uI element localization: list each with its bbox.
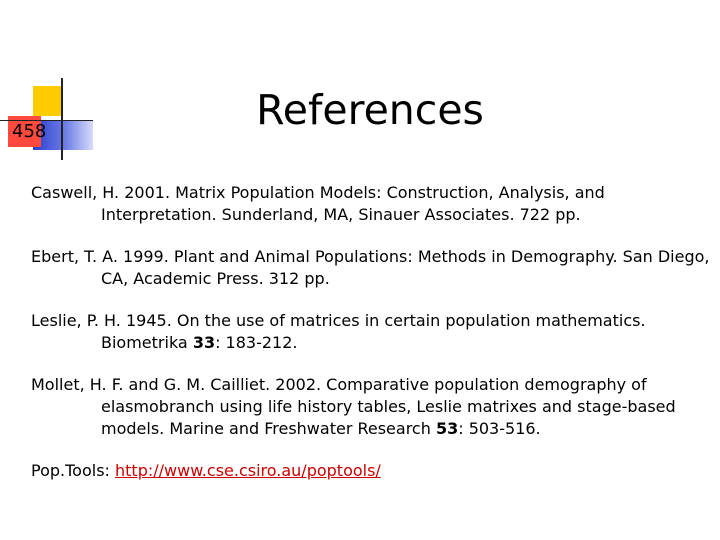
reference-text: Caswell, H. 2001. Matrix Population Models: Construction, Analysis, and Interpretation. Sunderland, MA, Sinauer Associates. 722 pp.: [31, 183, 605, 224]
slide-number: 458: [12, 121, 47, 142]
reference-volume: 33: [192, 333, 216, 352]
poptools-line: [31, 460, 711, 482]
poptools-label: Pop.Tools:: [31, 461, 115, 480]
reference-volume: 53: [435, 419, 459, 438]
decor-vertical-line: [61, 78, 63, 160]
reference-item: [31, 310, 711, 354]
reference-list: [31, 182, 711, 498]
reference-item: [31, 246, 711, 290]
reference-text: Leslie, P. H. 1945. On the use of matrices in certain population mathematics. Biometrika: [31, 311, 646, 352]
reference-text: Mollet, H. F. and G. M. Cailliet. 2002. Comparative population demography of elasmobranch using life history tables, Leslie matrixes and stage-based models. Marine and Freshwater Research: [31, 375, 676, 438]
reference-pages: : 503-516.: [458, 419, 541, 438]
reference-pages: : 183-212.: [215, 333, 298, 352]
slide-title: References: [256, 86, 484, 134]
reference-item: [31, 374, 711, 440]
reference-text: Ebert, T. A. 1999. Plant and Animal Populations: Methods in Demography. San Diego, CA, Academic Press. 312 pp.: [31, 247, 710, 288]
decor-yellow-square: [33, 86, 61, 116]
poptools-link[interactable]: http://www.cse.csiro.au/poptools/: [115, 461, 381, 480]
reference-item: [31, 182, 711, 226]
